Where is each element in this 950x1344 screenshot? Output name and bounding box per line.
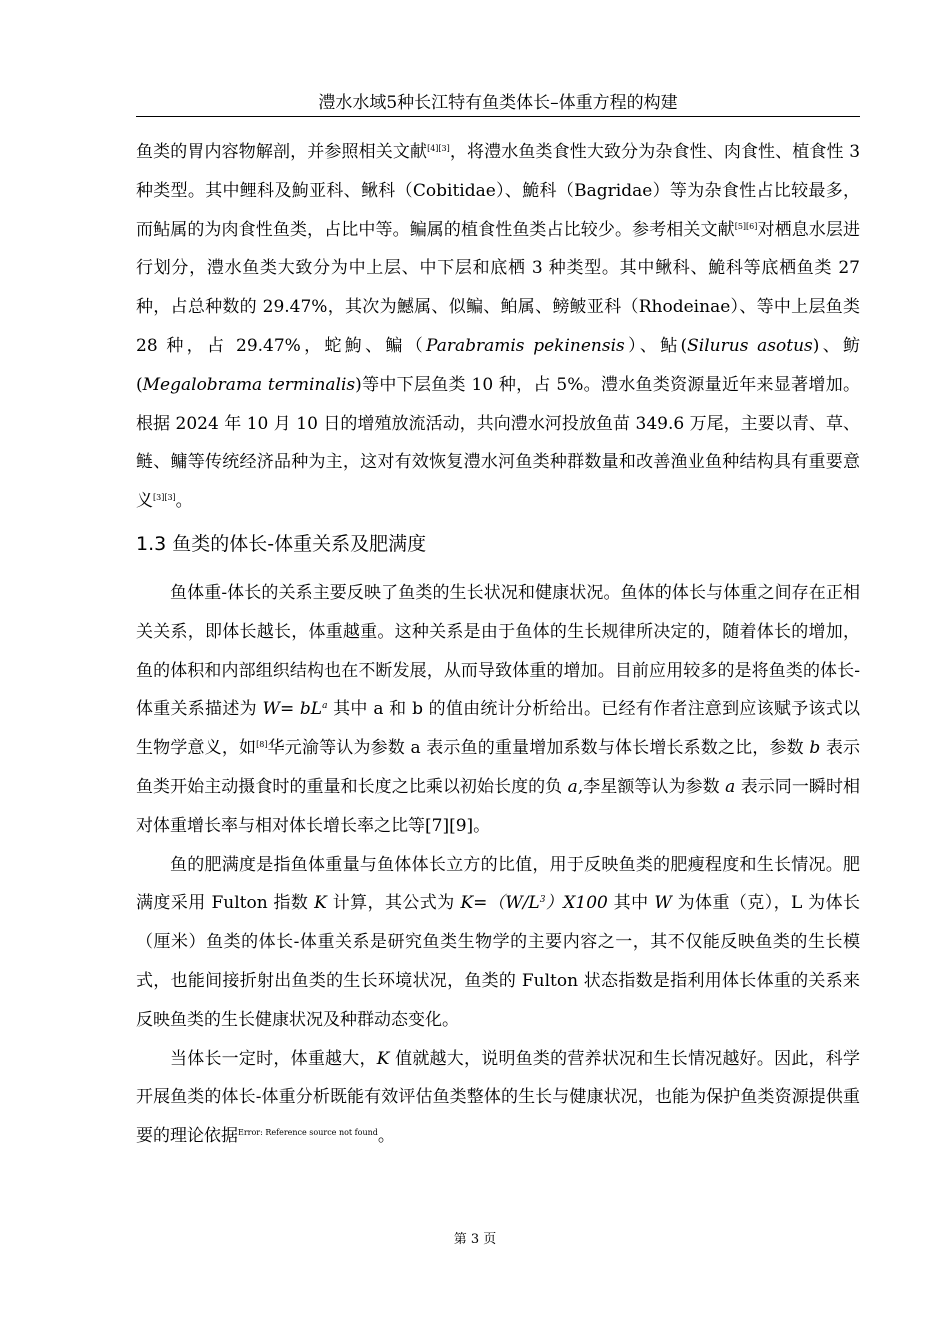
- scientific-name: Silurus asotus: [687, 335, 813, 356]
- formula: K=（W/L: [460, 893, 540, 914]
- formula: W= bL: [262, 699, 323, 720]
- body-text: [136, 133, 860, 1156]
- scientific-name: Megalobrama terminalis: [142, 374, 356, 395]
- paragraph-length-weight: 鱼体重-体长的关系主要反映了鱼类的生长状况和健康状况。鱼体的体长与体重之间存在正相关关系，即体长越长，体重越重。这种关系是由于鱼体的生长规律所决定的，随着体长的增加，鱼的体积和内部组织结构也在不断发展，从而导致体重的增加。目前应用较多的是将鱼类的体长-体重关系描述为 $W= bL^a$ 其中 a 和 b 的值由统计分析给出。已经有作者注意到应该赋予该式以生物学意义，如[8]华元渝等认为参数 a 表示鱼的重量增加系数与体长增长系数之比，参数 b 表示鱼类开始主动摄食时的重量和长度之比乘以初始长度的负 a,李星额等认为参数 a 表示同一瞬时相对体重增长率与相对体长增长率之比等[7][9]。: [136, 582, 860, 836]
- paragraph-condition-factor: 鱼的肥满度是指鱼体重量与鱼体体长立方的比值，用于反映鱼类的肥瘦程度和生长情况。肥满度采用 Fulton 指数 K 计算，其公式为 $K=(W/L^3)X100$ 其中 W 为体重（克），L 为体长（厘米）鱼类的体长-体重关系是研究鱼类生物学的主要内容之一，其不仅能反映鱼类的生长模式，也能间接折射出鱼类的生长环境状况，鱼类的 Fulton 状态指数是指利用体长体重的关系来反映鱼类的生长健康状况及种群动态变化。: [136, 854, 860, 1030]
- section-heading: 1.3 鱼类的体长-体重关系及肥满度: [136, 532, 427, 555]
- scientific-name: Parabramis pekinensis: [426, 335, 625, 356]
- citation: [4][3]: [427, 144, 450, 153]
- paragraph-diet-habitat: 鱼类的胃内容物解剖，并参照相关文献[4][3]，将澧水鱼类食性大致分为杂食性、肉食性、植食性 3 种类型。其中鲤科及鮈亚科、鳅科（Cobitidae）、鮠科（Bagridae）等为杂食性占比较最多，而鲇属的为肉食性鱼类，占比中等。鳊属的植食性鱼类占比较少。参考相关文献[5][6]对栖息水层进行划分，澧水鱼类大致分为中上层、中下层和底栖 3 种类型。其中鳅科、鮠科等底栖鱼类 27 种，占总种数的 29.47%，其次为鱤属、似鳊、鲌属、鳑鲏亚科（Rhodeinae）、等中上层鱼类 28 种，占 29.47%，蛇鮈、鳊（Parabramis pekinensis）、鲇(Silurus asotus)、鲂(Megalobrama terminalis)等中下层鱼类 10 种，占 5%。澧水鱼类资源量近年来显著增加。根据 2024 年 10 月 10 日的增殖放流活动，共向澧水河投放鱼苗 349.6 万尾，主要以青、草、鲢、鳙等传统经济品种为主，这对有效恢复澧水河鱼类种群数量和改善渔业鱼种结构具有重要意义[3][3]。: [136, 142, 861, 512]
- formula-exponent: a: [322, 701, 328, 712]
- reference-error: Error: Reference source not found: [238, 1128, 378, 1138]
- page-number: 第 3 页: [453, 1232, 497, 1247]
- formula-exponent: 3: [539, 895, 546, 906]
- citation: [3][3]: [153, 493, 176, 503]
- formula: ）X100: [545, 893, 608, 914]
- citation: [5][6]: [734, 221, 758, 231]
- header-rule: [136, 116, 860, 117]
- citation: [8]: [256, 740, 268, 750]
- running-header: 澧水水域5种长江特有鱼类体长–体重方程的构建: [318, 93, 678, 113]
- paragraph-conclusion: 当体长一定时，体重越大，K 值就越大，说明鱼类的营养状况和生长情况越好。因此，科学开展鱼类的体长-体重分析既能有效评估鱼类整体的生长与健康状况，也能为保护鱼类资源提供重要的理论依据$^{Error: Reference source not found}$。: [136, 1048, 861, 1147]
